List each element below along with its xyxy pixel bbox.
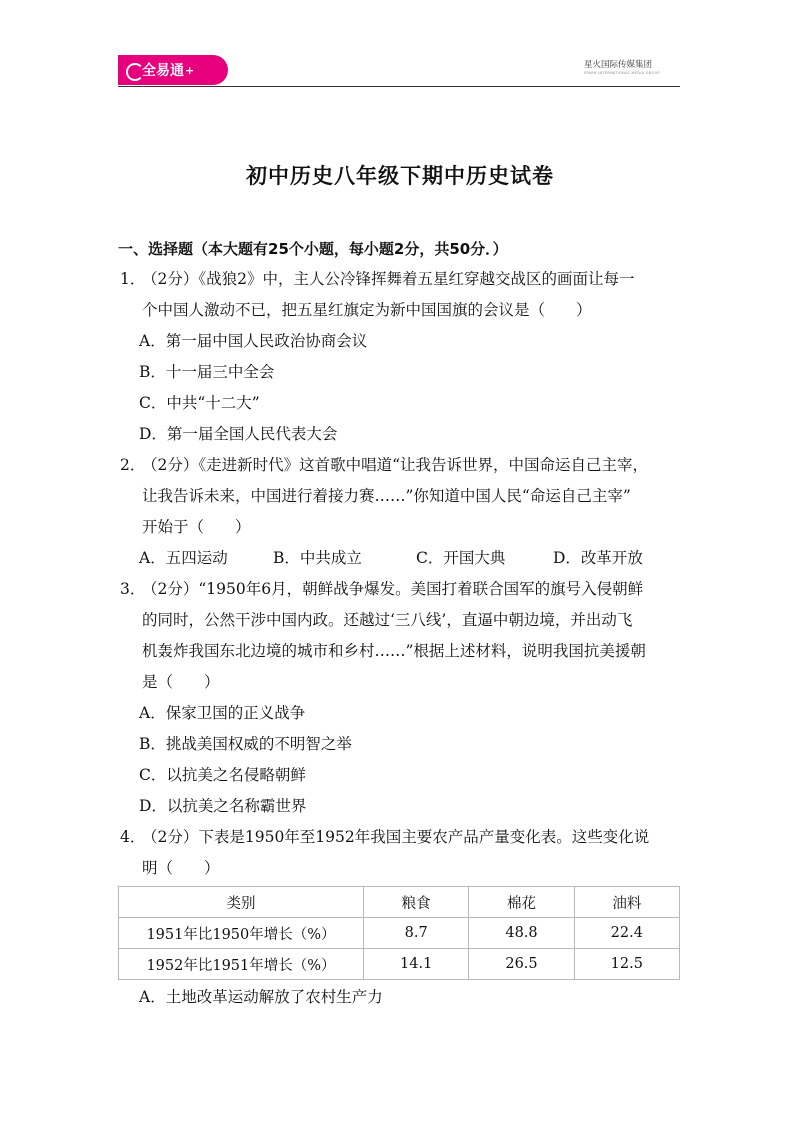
question-3-option-c[interactable]: C．以抗美之名侵略朝鲜 [139,766,306,784]
table-cell: 1951年比1950年增长（%） [119,918,364,949]
table-header-cell: 粮食 [364,887,469,918]
question-3-text-line-2: 的同时，公然干涉中国内政。还越过‘三八线’，直逼中朝边境，并出动飞 [142,611,633,629]
logo-swoosh-icon [126,63,144,81]
brand-subtitle: SPARK INTERNATIONAL MEDIA GROUP [584,71,660,75]
question-2-option-a[interactable]: A．五四运动 [139,549,228,567]
table-cell: 1952年比1951年增长（%） [119,949,364,980]
table-cell: 12.5 [574,949,679,980]
question-2-option-d[interactable]: D．改革开放 [553,549,643,567]
production-table [118,886,680,980]
question-1-text-line-1: （2分）《战狼2》中，主人公冷锋挥舞着五星红穿越交战区的画面让每一 [142,270,635,288]
logo-text: 全易通 [142,63,184,79]
question-3-text-line-3: 机轰炸我国东北边境的城市和乡村……”根据上述材料，说明我国抗美援朝 [142,642,646,660]
brand-name: 星火国际传媒集团 [584,60,653,70]
question-2-option-c[interactable]: C．开国大典 [416,549,506,567]
question-1-option-a[interactable]: A．第一届中国人民政治协商会议 [139,332,368,350]
question-2-option-b[interactable]: B．中共成立 [273,549,362,567]
question-4-text-line-2: 明（ ） [142,859,220,877]
question-1-text-line-2: 个中国人激动不已，把五星红旗定为新中国国旗的会议是（ ） [142,301,592,319]
question-3-number: 3． [120,580,146,598]
question-3-option-d[interactable]: D．以抗美之名称霸世界 [139,797,307,815]
table-header-cell: 油料 [574,887,679,918]
question-1-number: 1． [120,270,146,288]
question-3-option-b[interactable]: B．挑战美国权威的不明智之举 [139,735,352,753]
publisher-brand [584,58,684,75]
question-2-text-line-2: 让我告诉未来，中国进行着接力赛……”你知道中国人民“命运自己主宰” [142,487,631,505]
question-1-option-b[interactable]: B．十一届三中全会 [139,363,275,381]
question-2-text-line-3: 开始于（ ） [142,518,251,536]
table-cell: 48.8 [469,918,574,949]
question-2-number: 2． [120,456,146,474]
brand-logo [118,55,228,85]
question-3-text-line-4: 是（ ） [142,673,220,691]
question-4-text-line-1: （2分）下表是1950年至1952年我国主要农产品产量变化表。这些变化说 [142,828,650,846]
question-1-option-c[interactable]: C．中共“十二大” [139,394,260,412]
logo-plus: + [185,63,195,77]
table-cell: 22.4 [574,918,679,949]
question-4-number: 4． [120,828,146,846]
question-1-option-d[interactable]: D．第一届全国人民代表大会 [139,425,338,443]
table-header-cell: 棉花 [469,887,574,918]
table-cell: 8.7 [364,918,469,949]
question-3-option-a[interactable]: A．保家卫国的正义战争 [139,704,306,722]
table-header-row [119,887,680,918]
table-cell: 26.5 [469,949,574,980]
table-row [119,949,680,980]
section-heading: 一、选择题（本大题有25个小题，每小题2分，共50分．） [118,240,508,258]
table-header-cell: 类别 [119,887,364,918]
table-cell: 14.1 [364,949,469,980]
question-2-text-line-1: （2分）《走进新时代》这首歌中唱道“让我告诉世界，中国命运自己主宰， [142,456,649,474]
table-row [119,918,680,949]
question-3-text-line-1: （2分）“1950年6月，朝鲜战争爆发。美国打着联合国军的旗号入侵朝鲜 [142,580,644,598]
exam-title: 初中历史八年级下期中历史试卷 [246,164,554,188]
header-divider [118,86,680,87]
question-4-option-a[interactable]: A．土地改革运动解放了农村生产力 [139,988,383,1006]
